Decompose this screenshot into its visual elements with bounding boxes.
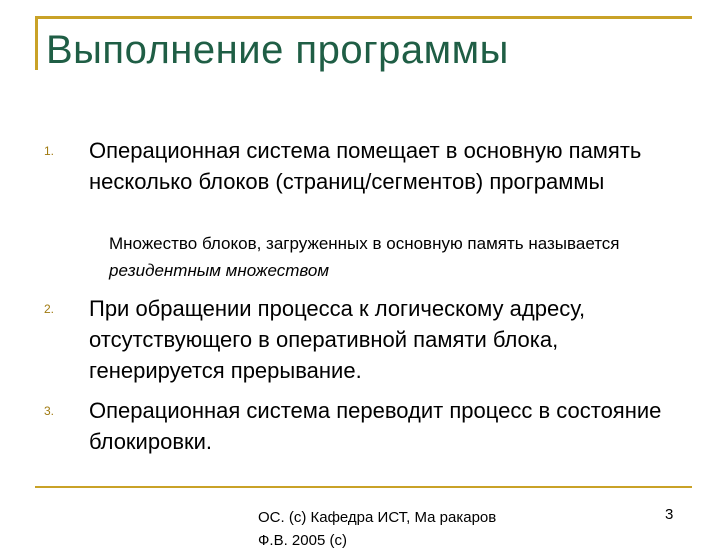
list-number-1: 1. bbox=[44, 144, 55, 158]
bottom-divider-line bbox=[35, 486, 692, 488]
list-number-2: 2. bbox=[44, 302, 55, 316]
subtext-italic: резидентным множеством bbox=[109, 261, 330, 280]
list-text-1: Операционная система помещает в основную память несколько блоков (страниц/сегментов) программы bbox=[89, 138, 642, 194]
list-text-2: При обращении процесса к логическому адресу, отсутствующего в оперативной памяти блока, генерируется прерывание. bbox=[89, 296, 586, 383]
slide-title: Выполнение программы bbox=[46, 28, 509, 72]
subtext-plain: Множество блоков, загруженных в основную память называется bbox=[109, 234, 620, 253]
list-text-3: Операционная система переводит процесс в состояние блокировки. bbox=[89, 398, 662, 454]
page-number: 3 bbox=[665, 506, 674, 523]
title-accent-bar bbox=[35, 16, 38, 70]
list-number-3: 3. bbox=[44, 404, 55, 418]
list-subtext-1 bbox=[109, 230, 689, 284]
slide-footer: ОС. (с) Кафедра ИСТ, Ма ракаров Ф.В. 2005 (с) bbox=[258, 509, 497, 549]
top-divider-line bbox=[35, 16, 692, 19]
